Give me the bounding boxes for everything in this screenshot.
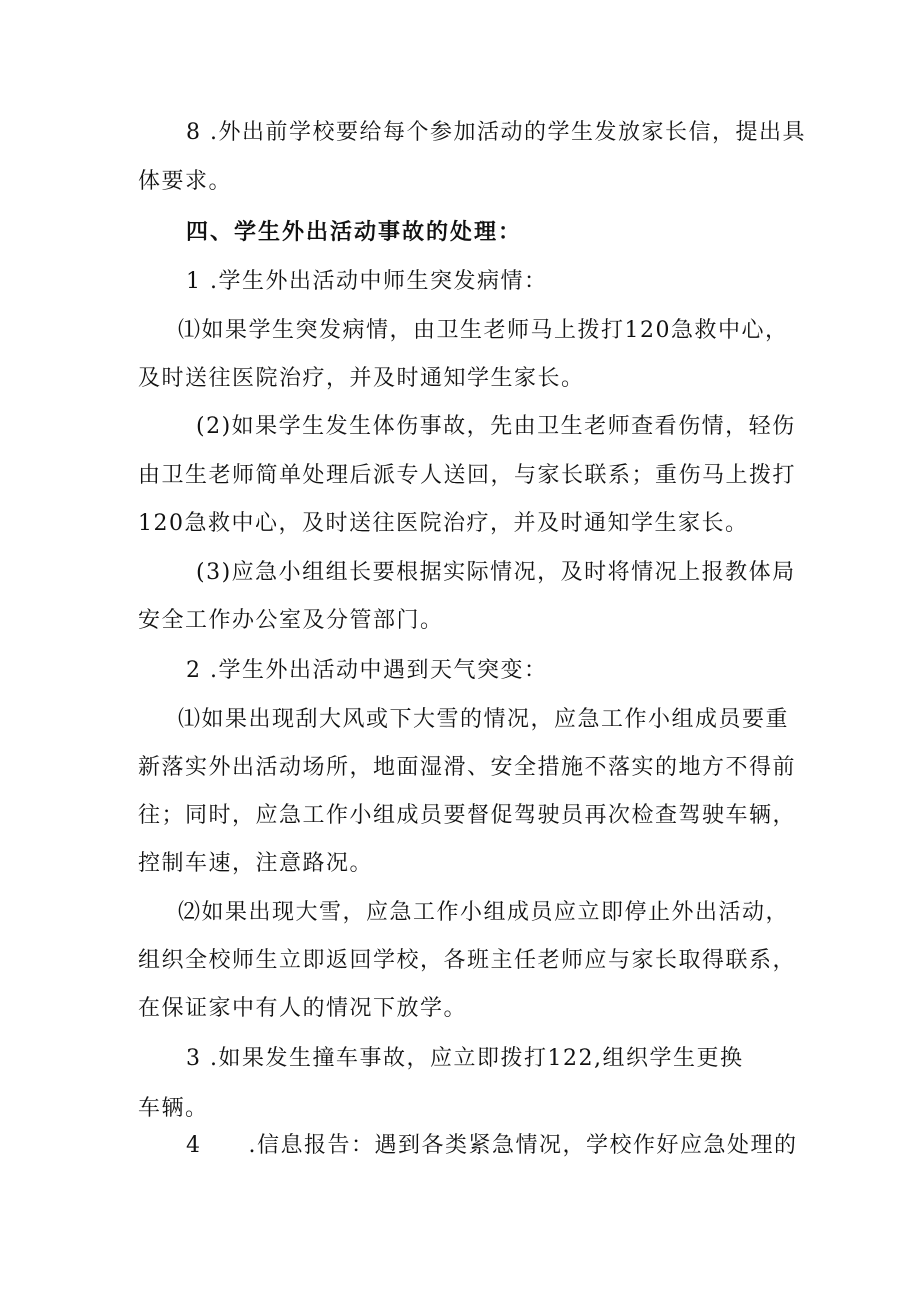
- subsection-heading: 1 .学生外出活动中师生突发病情：: [186, 269, 548, 294]
- paragraph-line: 及时送往医院治疗，并及时通知学生家长。: [138, 366, 585, 391]
- paragraph-line: (2)如果学生发生体伤事故，先由卫生老师查看伤情，轻伤: [196, 414, 796, 439]
- paragraph-line: ⑴如果学生突发病情，由卫生老师马上拨打120急救中心，: [178, 318, 789, 343]
- paragraph-line: 新落实外出活动场所，地面湿滑、安全措施不落实的地方不得前: [138, 755, 797, 780]
- paragraph-line: ⑵如果出现大雪，应急工作小组成员应立即停止外出活动，: [178, 900, 790, 925]
- paragraph-line: 120急救中心，及时送往医院治疗，并及时通知学生家长。: [138, 511, 749, 536]
- paragraph-line: 往；同时，应急工作小组成员要督促驾驶员再次检查驾驶车辆，: [138, 803, 797, 828]
- paragraph-line: (3)应急小组组长要根据实际情况，及时将情况上报教体局: [196, 560, 796, 585]
- paragraph-line: 8 .外出前学校要给每个参加活动的学生发放家长信，提出具: [186, 120, 806, 145]
- paragraph-line: 控制车速，注意路况。: [138, 851, 374, 876]
- paragraph-line: 4 .信息报告：遇到各类紧急情况，学校作好应急处理的: [186, 1133, 798, 1158]
- section-heading: 四、学生外出活动事故的处理：: [186, 219, 523, 245]
- paragraph-line: 车辆。: [138, 1096, 209, 1121]
- paragraph-line: 由卫生老师简单处理后派专人送回，与家长联系；重伤马上拨打: [138, 463, 797, 488]
- paragraph-line: 3 .如果发生撞车事故，应立即拨打122,组织学生更换: [186, 1046, 744, 1071]
- paragraph-line: 安全工作办公室及分管部门。: [138, 608, 444, 633]
- paragraph-line: 在保证家中有人的情况下放学。: [138, 996, 468, 1021]
- paragraph-line: ⑴如果出现刮大风或下大雪的情况，应急工作小组成员要重: [178, 707, 790, 732]
- paragraph-line: 组织全校师生立即返回学校，各班主任老师应与家长取得联系，: [138, 948, 797, 973]
- paragraph-line: 体要求。: [138, 169, 233, 194]
- subsection-heading: 2 .学生外出活动中遇到天气突变：: [186, 658, 548, 683]
